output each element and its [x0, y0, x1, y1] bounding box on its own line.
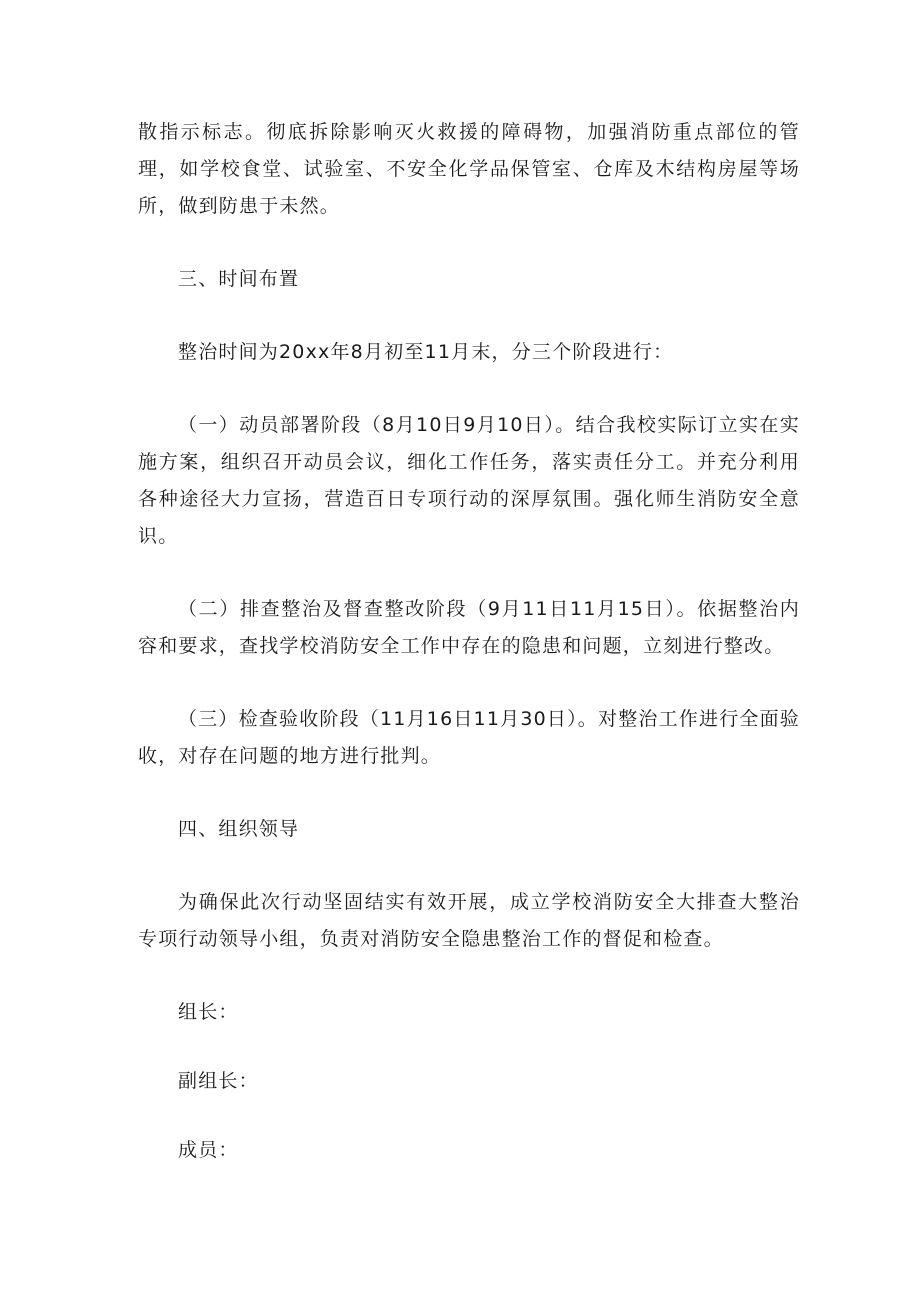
paragraph-schedule-overview: 整治时间为20xx年8月初至11月末，分三个阶段进行：: [178, 341, 674, 363]
field-members: 成员：: [178, 1139, 239, 1161]
paragraph-leadership-group: 为确保此次行动坚固结实有效开展，成立学校消防安全大排查大整治专项行动领导小组，负责对消防安全隐患整治工作的督促和检查。: [138, 891, 800, 950]
paragraph-phase-three: （三）检查验收阶段（11月16日11月30日）。对整治工作进行全面验收，对存在问题的地方进行批判。: [138, 708, 801, 767]
paragraph-phase-one: （一）动员部署阶段（8月10日9月10日）。结合我校实际订立实在实施方案，组织召开动员会议，细化工作任务，落实责任分工。并充分利用各种途径大力宣扬，营造百日专项行动的深厚氛围。强化师生消防安全意识。: [138, 414, 800, 547]
field-group-leader: 组长：: [178, 1001, 239, 1023]
paragraph-phase-two: （二）排查整治及督查整改阶段（9月11日11月15日）。依据整治内容和要求，查找学校消防安全工作中存在的隐患和问题，立刻进行整改。: [138, 598, 800, 657]
field-deputy-leader: 副组长：: [178, 1070, 259, 1092]
section-heading-schedule: 三、时间布置: [178, 268, 300, 290]
section-heading-leadership: 四、组织领导: [178, 818, 300, 840]
paragraph-fire-safety-measures: 散指示标志。彻底拆除影响灭火救援的障碍物，加强消防重点部位的管理，如学校食堂、试验室、不安全化学品保管室、仓库及木结构房屋等场所，做到防患于未然。: [138, 121, 800, 217]
